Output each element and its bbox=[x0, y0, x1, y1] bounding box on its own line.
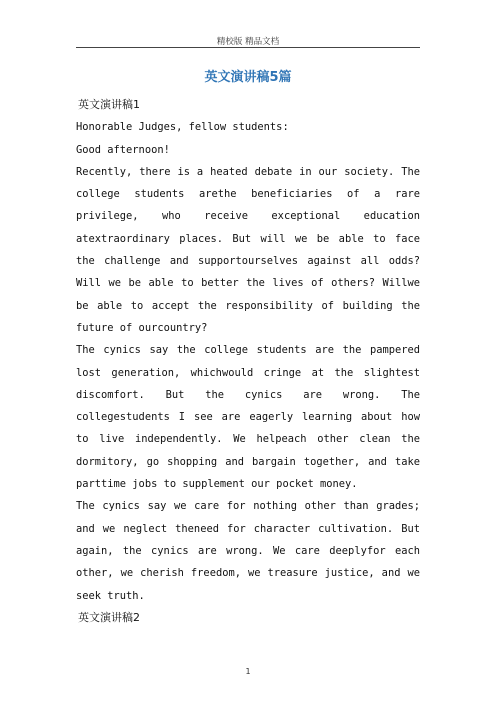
running-header: 精校版 精品文档 bbox=[216, 37, 280, 47]
paragraph: Good afternoon! bbox=[76, 143, 170, 156]
section-heading: 英文演讲稿1 bbox=[78, 98, 140, 111]
paragraph: The cynics say the college students are the pampered lost generation, whichwould cringe at the slightest discomfort. But the cynics are wrong. The collegestudents I see are eagerly learning about how to live independently. We helpeach other clean the dormitory, go shopping and bargain together, and take parttime jobs to supplement our pocket money. bbox=[76, 344, 420, 491]
paragraph: Honorable Judges, fellow students: bbox=[76, 121, 289, 134]
section-heading: 英文演讲稿2 bbox=[78, 610, 140, 624]
paragraph: The cynics say we care for nothing other than grades; and we neglect theneed for character cultivation. But again, the cynics are wrong. We care deeplyfor each other, we cherish freedom, we treasure justice, and we seek truth. bbox=[76, 500, 420, 602]
paragraph: Recently, there is a heated debate in our society. The college students arethe beneficiaries of a rare privilege, who receive exceptional education atextraordinary places. But will we be able to face the challenge and supportourselves against all odds? Will we be able to better the lives of others? Willwe be able to accept the responsibility of building the future of ourcountry? bbox=[76, 165, 420, 334]
page-number: 1 bbox=[245, 667, 251, 676]
header-divider bbox=[76, 47, 420, 48]
document-title: 英文演讲稿5篇 bbox=[204, 70, 292, 85]
document-body bbox=[76, 94, 420, 629]
